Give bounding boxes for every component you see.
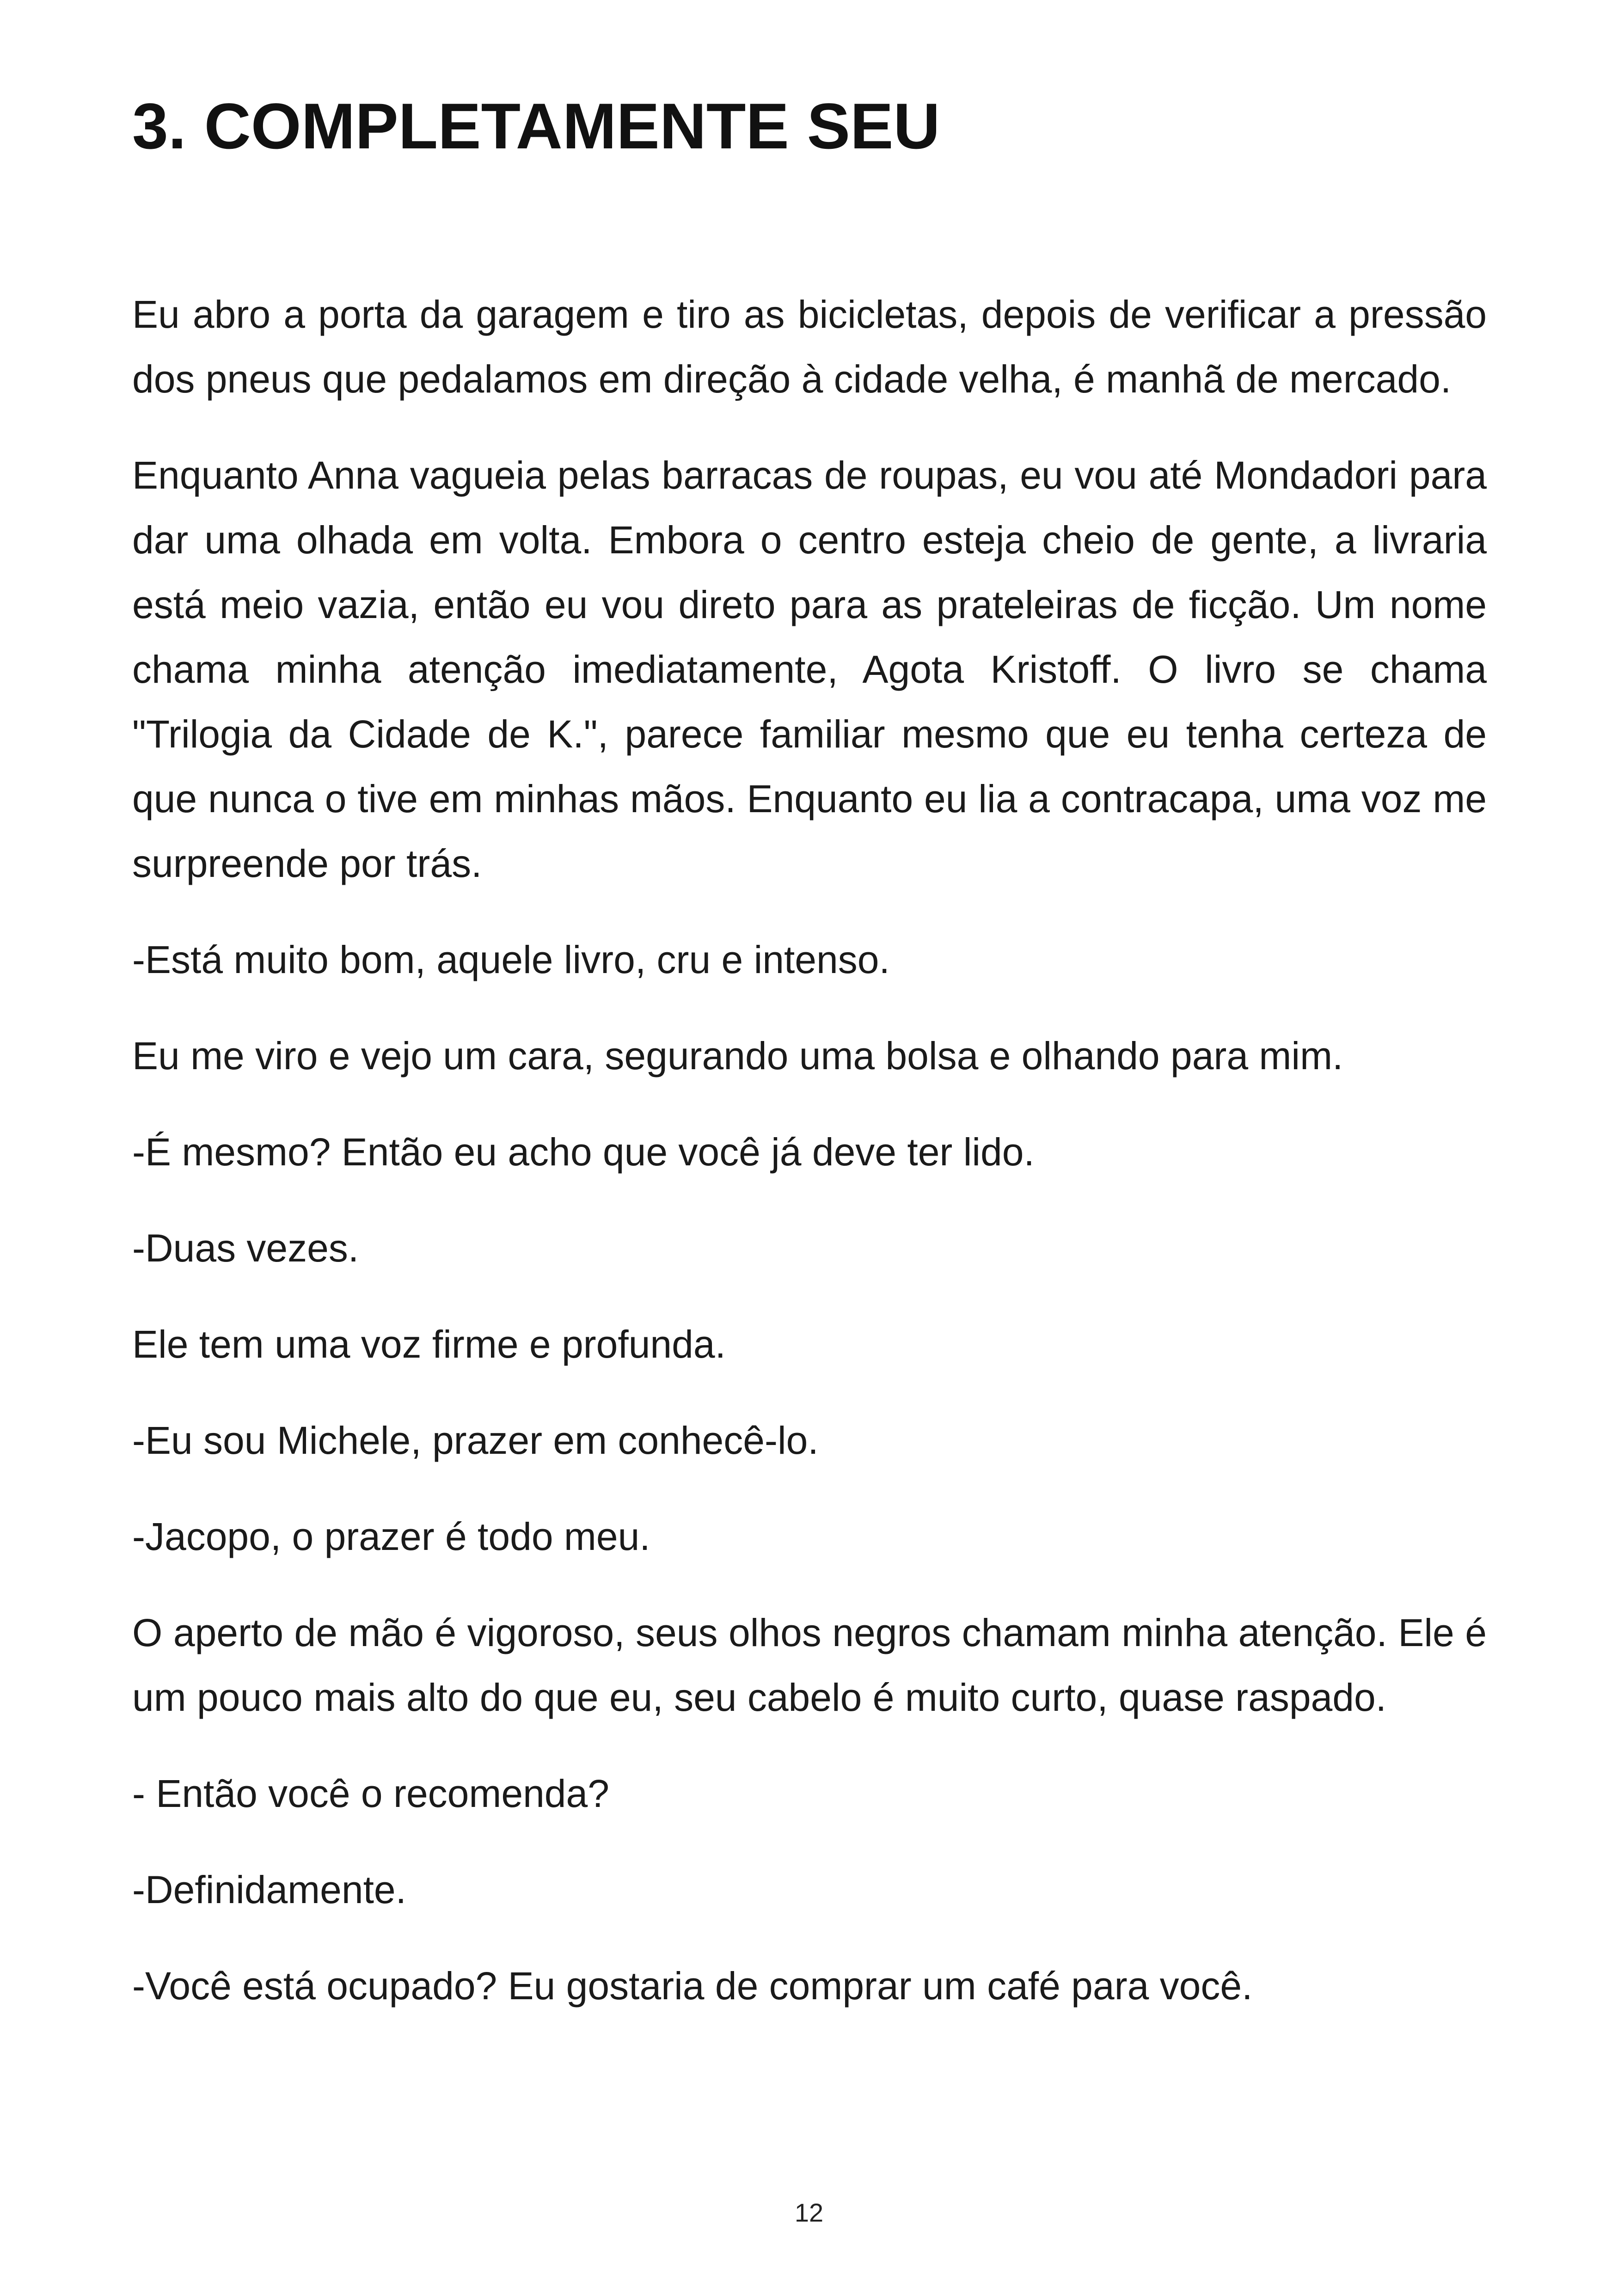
paragraph: Ele tem uma voz firme e profunda. bbox=[132, 1322, 726, 1366]
paragraph: Eu me viro e vejo um cara, segurando uma bolsa e olhando para mim. bbox=[132, 1034, 1343, 1078]
dialogue-line: -Jacopo, o prazer é todo meu. bbox=[132, 1515, 650, 1558]
dialogue-line: -Você está ocupado? Eu gostaria de comprar um café para você. bbox=[132, 1964, 1253, 2008]
chapter-body bbox=[132, 282, 1487, 2050]
dialogue-line: -Está muito bom, aquele livro, cru e intenso. bbox=[132, 938, 890, 981]
chapter-title: 3. COMPLETAMENTE SEU bbox=[132, 90, 940, 162]
paragraph: Eu abro a porta da garagem e tiro as bicicletas, depois de verificar a pressão dos pneus que pedalamos em direção à cidade velha, é manhã de mercado. bbox=[132, 293, 1487, 401]
dialogue-line: -É mesmo? Então eu acho que você já deve ter lido. bbox=[132, 1130, 1035, 1174]
dialogue-line: - Então você o recomenda? bbox=[132, 1772, 609, 1815]
paragraph: Enquanto Anna vagueia pelas barracas de roupas, eu vou até Mondadori para dar uma olhada em volta. Embora o centro esteja cheio de gente, a livraria está meio vazia, então eu vou direto para as prateleiras de ficção. Um nome chama minha atenção imediatamente, Agota Kristoff. O livro se chama "Trilogia da Cidade de K.", parece familiar mesmo que eu tenha certeza de que nunca o tive em minhas mãos. Enquanto eu lia a contracapa, uma voz me surpreende por trás. bbox=[132, 453, 1487, 885]
page-number: 12 bbox=[794, 2198, 824, 2227]
paragraph: O aperto de mão é vigoroso, seus olhos negros chamam minha atenção. Ele é um pouco mais alto do que eu, seu cabelo é muito curto, quase raspado. bbox=[132, 1611, 1487, 1719]
dialogue-line: -Duas vezes. bbox=[132, 1226, 359, 1270]
dialogue-line: -Definidamente. bbox=[132, 1868, 406, 1911]
dialogue-line: -Eu sou Michele, prazer em conhecê-lo. bbox=[132, 1419, 819, 1462]
